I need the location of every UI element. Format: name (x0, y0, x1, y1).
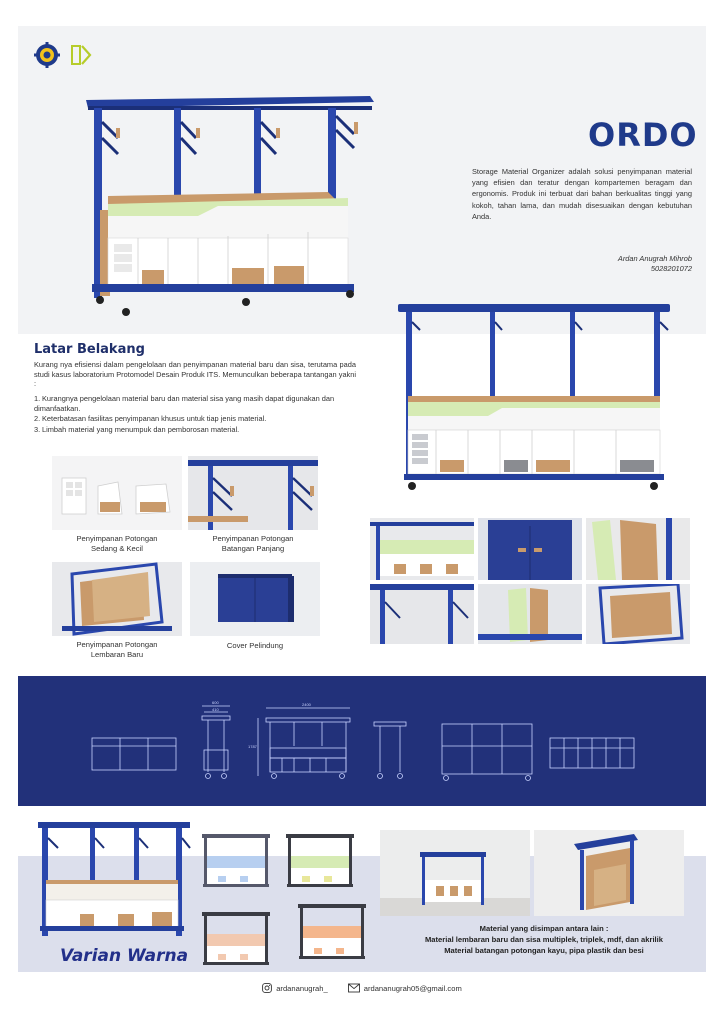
hero-product-render (78, 88, 378, 324)
project-title: ORDO (588, 116, 698, 154)
author-id: 5028201072 (650, 264, 692, 273)
technical-drawing-band (18, 676, 706, 806)
materials-line: Material batangan potongan kayu, pipa plastik dan besi (444, 945, 644, 955)
its-gear-logo (34, 42, 60, 68)
author-name: Ardan Anugrah Mihrob (617, 254, 692, 263)
design-dp-logo (68, 42, 94, 68)
variant-blue-render (200, 832, 272, 890)
feature-caption: Penyimpanan Potongan Sedang & Kecil (76, 534, 158, 553)
materials-text (384, 924, 704, 956)
context-photo-room (380, 830, 530, 916)
materials-line: Material lembaran baru dan sisa multiplek, triplek, mdf, dan akrilik (424, 934, 663, 944)
dimension-label: 2400 (302, 702, 311, 707)
contact-footer (0, 980, 724, 996)
detail-photo (478, 518, 582, 580)
background-intro: Kurang nya efisiensi dalam pengelolaan dan penyimpanan material baru dan sisa, terutama pada studi kasus laboratorium Protomodel Desain Produk ITS. Memunculkan beberapa tantangan yakni : (34, 360, 356, 389)
detail-photo (586, 584, 690, 644)
list-item: 3. Limbah material yang menumpuk dan pemborosan material. (34, 424, 240, 434)
feature-tile-sheet-storage (52, 562, 182, 636)
feature-tile-cover (190, 562, 320, 636)
feature-caption: Penyimpanan Potongan Lembaran Baru (76, 640, 158, 659)
detail-photo (370, 584, 474, 644)
dimension-label: 600 (212, 700, 219, 705)
instagram-icon (262, 983, 272, 993)
variant-orange-render (296, 902, 368, 962)
feature-tile-small-storage (52, 456, 182, 530)
detail-photo (586, 518, 690, 580)
variant-title: Varian Warna (60, 946, 189, 966)
variant-main-render (34, 818, 194, 938)
variant-peach-render (200, 910, 272, 968)
detail-photo (370, 518, 474, 580)
feature-caption: Cover Pelindung (226, 641, 284, 650)
logo-group (34, 42, 94, 68)
front-view-render (398, 300, 670, 496)
author-block (618, 254, 692, 274)
dimension-label: 410 (212, 707, 219, 712)
instagram-contact[interactable] (262, 983, 328, 993)
variant-green-render (284, 832, 356, 890)
background-list (34, 394, 356, 435)
list-item: 1. Kurangnya pengelolaan material baru dan material sisa yang masih dapat digunakan dan dimanfaatkan. (34, 394, 335, 413)
background-heading: Latar Belakang (34, 342, 145, 357)
context-photo-side (534, 830, 684, 916)
detail-photo (478, 584, 582, 644)
dimension-label: 1787 (248, 744, 257, 749)
feature-caption: Penyimpanan Potongan Batangan Panjang (212, 534, 294, 553)
project-description: Storage Material Organizer adalah solusi penyimpanan material yang efisien dan teratur dengan kompartemen beragam dan ergonomis. Produk ini terbuat dari bahan berkualitas tinggi yang kokoh, tahan lama, dan mudah disesuaikan dengan kebutuhan Anda. (472, 167, 692, 221)
materials-heading: Material yang disimpan antara lain : (479, 924, 609, 933)
email-contact[interactable] (348, 983, 462, 993)
feature-tile-long-storage (188, 456, 318, 530)
instagram-handle: ardananugrah_ (276, 983, 328, 993)
list-item: 2. Keterbatasan fasilitas penyimpanan khusus untuk tiap jenis material. (34, 414, 267, 424)
mail-icon (348, 983, 360, 993)
email-address: ardananugrah05@gmail.com (363, 983, 462, 993)
